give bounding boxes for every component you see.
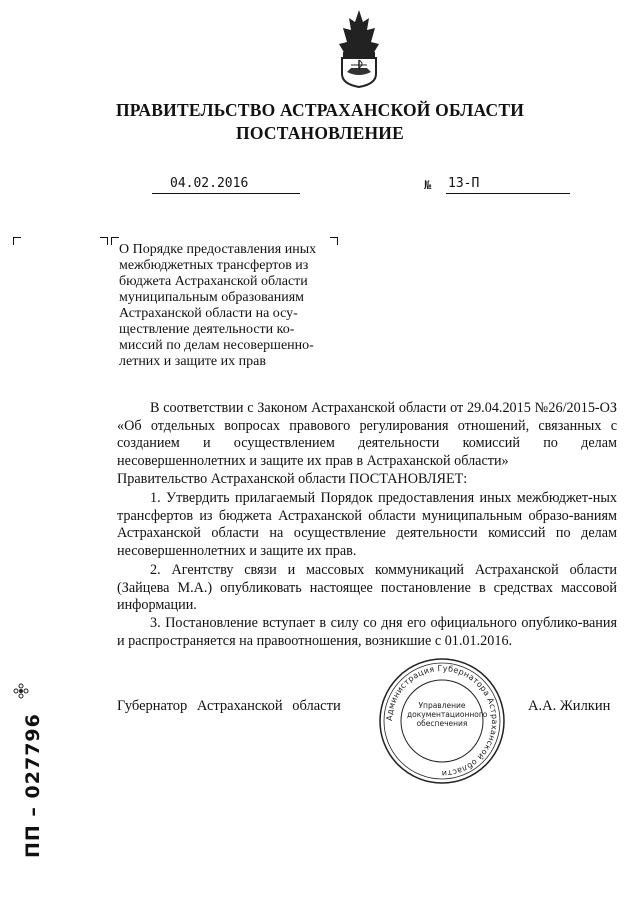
document-subject	[119, 242, 337, 370]
corner-mark-subject-left	[111, 237, 119, 245]
document-number: 13-П	[446, 176, 570, 194]
subject-line: муниципальным образованиям	[119, 290, 304, 305]
subject-line: межбюджетных трансфертов из	[119, 258, 309, 273]
stamp-inner-text: Управление документационного обеспечения	[407, 701, 488, 728]
signatory-name: А.А. Жилкин	[528, 698, 611, 714]
document-type-heading: ПОСТАНОВЛЕНИЕ	[236, 123, 404, 143]
decree-item-1: 1. Утвердить прилагаемый Порядок предоставления иных межбюджет-ных трансфертов из бюджета Астраханской области муниципальным образо-ваниям Астраханской области на осуществление деятельности комиссий по делам несовершеннолетних и защите их прав.	[117, 490, 617, 559]
coat-of-arms-icon	[333, 8, 385, 88]
subject-line: миссий по делам несовершенно-	[119, 338, 314, 353]
subject-line: О Порядке предоставления иных	[119, 242, 317, 257]
corner-mark-right-top	[100, 237, 108, 245]
registration-mark: ПП – 027796	[22, 713, 44, 858]
preamble-paragraph	[117, 400, 617, 470]
subject-line: ществление деятельности ко-	[119, 322, 295, 337]
organization-heading: ПРАВИТЕЛЬСТВО АСТРАХАНСКОЙ ОБЛАСТИ	[115, 100, 525, 120]
flower-mark-icon	[13, 683, 29, 699]
official-stamp	[377, 656, 507, 786]
document-date: 04.02.2016	[152, 176, 300, 194]
subject-line: Астраханской области на осу-	[119, 306, 298, 321]
decree-line: Правительство Астраханской области ПОСТАНОВЛЯЕТ:	[117, 471, 468, 487]
number-label: №	[424, 178, 432, 192]
subject-line: летних и защите их прав	[119, 354, 266, 369]
corner-mark-left	[13, 237, 21, 245]
subject-line: бюджета Астраханской области	[119, 274, 308, 289]
signatory-title: Губернатор Астраханской области	[117, 698, 341, 714]
preamble-text: В соответствии с Законом Астраханской области от 29.04.2015 №26/2015-ОЗ «Об отдельных вопросах правового регулирования отношений, связанных с созданием и осуществлением деятельности комиссий по делам несовершеннолетних и защите их прав в Астраханской области»	[117, 400, 617, 469]
stamp-outer-text: Администрация Губернатора Астраханской области	[384, 663, 500, 779]
decree-item-2: 2. Агентству связи и массовых коммуникаций Астраханской области (Зайцева М.А.) опубликовать настоящее постановление в средствах массовой информации.	[117, 562, 617, 613]
decree-item-3: 3. Постановление вступает в силу со дня его официального опублико-вания и распространяется на правоотношения, возникшие с 01.01.2016.	[117, 615, 617, 649]
